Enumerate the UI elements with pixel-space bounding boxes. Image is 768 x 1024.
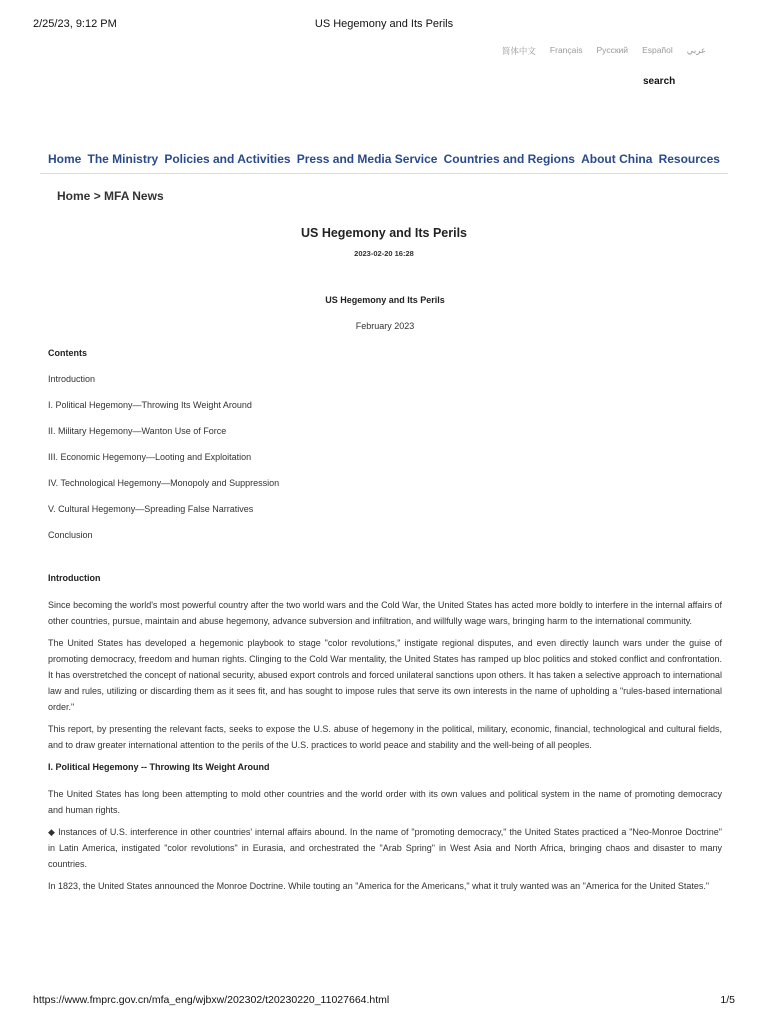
- lang-link-chinese[interactable]: 简体中文: [501, 46, 536, 56]
- breadcrumb-current[interactable]: MFA News: [104, 189, 164, 203]
- lang-link-spanish[interactable]: Español: [642, 45, 673, 55]
- nav-item-resources[interactable]: Resources: [658, 152, 720, 166]
- paragraph: This report, by presenting the relevant facts, seeks to expose the U.S. abuse of hegemony in the political, military, economic, financial, technological and cultural fields, and to draw greater international attention to the perils of the U.S. practices to world peace and stability and the well-being of all peoples.: [48, 724, 722, 750]
- nav-item-countries[interactable]: Countries and Regions: [443, 152, 575, 166]
- article-title: US Hegemony and Its Perils: [300, 226, 468, 240]
- section-heading-political-hegemony: I. Political Hegemony -- Throwing Its Weight Around: [48, 762, 270, 772]
- print-url: https://www.fmprc.gov.cn/mfa_eng/wjbxw/202302/t20230220_11027664.html: [33, 994, 390, 1006]
- paragraph: In 1823, the United States announced the Monroe Doctrine. While touting an "America for the Americans," what it truly wanted was an "America for the United States.": [48, 881, 710, 891]
- print-datetime: 2/25/23, 9:12 PM: [33, 18, 117, 30]
- print-footer: [33, 994, 735, 1008]
- contents-item: III. Economic Hegemony—Looting and Exploitation: [48, 452, 252, 462]
- nav-item-ministry[interactable]: The Ministry: [87, 152, 159, 166]
- contents-item: Introduction: [48, 374, 96, 384]
- nav-item-press[interactable]: Press and Media Service: [296, 152, 438, 166]
- article-datetime: 2023-02-20 16:28: [354, 249, 414, 258]
- print-page-number: 1/5: [720, 994, 735, 1006]
- paragraph: Since becoming the world's most powerful country after the two world wars and the Cold War, the United States has acted more boldly to interfere in the internal affairs of other countries, pursue, maintain and abuse hegemony, advance subversion and infiltration, and willfully wage wars, bringing harm to the international community.: [48, 600, 722, 626]
- nav-item-policies[interactable]: Policies and Activities: [164, 152, 291, 166]
- lang-link-russian[interactable]: Русский: [596, 45, 629, 55]
- paragraph: ◆ Instances of U.S. interference in other countries' internal affairs abound. In the name of "promoting democracy," the United States practiced a "Neo-Monroe Doctrine" in Latin America, instigated "color revolutions" in Eurasia, and orchestrated the "Arab Spring" in West Asia and North Africa, bringing chaos and disaster to many countries.: [48, 827, 722, 869]
- contents-item: IV. Technological Hegemony—Monopoly and Suppression: [48, 478, 280, 488]
- nav-item-about-china[interactable]: About China: [581, 152, 653, 166]
- main-nav: [40, 152, 728, 174]
- contents-heading: Contents: [48, 348, 87, 358]
- lang-link-french[interactable]: Français: [549, 45, 583, 55]
- search-link[interactable]: search: [643, 76, 676, 87]
- contents-item: I. Political Hegemony—Throwing Its Weight Around: [48, 400, 252, 410]
- breadcrumb-home[interactable]: Home: [57, 189, 91, 203]
- breadcrumb-separator: >: [93, 189, 101, 203]
- paragraph: The United States has long been attempting to mold other countries and the world order with its own values and political system in the name of promoting democracy and human rights.: [48, 789, 722, 815]
- article-body: [48, 292, 722, 900]
- document-date: February 2023: [355, 321, 415, 331]
- language-selector: [502, 45, 706, 57]
- lang-link-arabic[interactable]: عربي: [686, 45, 706, 55]
- document-title: US Hegemony and Its Perils: [325, 295, 445, 305]
- print-header: [33, 18, 735, 32]
- paragraph: The United States has developed a hegemonic playbook to stage "color revolutions," instigate regional disputes, and even directly launch wars under the guise of promoting democracy, freedom and human rights. Clinging to the Cold War mentality, the United States has ramped up bloc politics and stoked conflict and confrontation. It has overstretched the concept of national security, abused export controls and forced unilateral sanctions upon others. It has taken a selective approach to international law and rules, utilizing or discarding them as it sees fit, and has sought to impose rules that serve its own interests in the name of upholding a "rules-based international order.": [48, 638, 722, 712]
- section-heading-introduction: Introduction: [48, 573, 101, 583]
- contents-item: Conclusion: [48, 530, 93, 540]
- breadcrumb: [57, 189, 164, 203]
- contents-item: V. Cultural Hegemony—Spreading False Narratives: [48, 504, 254, 514]
- nav-item-home[interactable]: Home: [48, 152, 82, 166]
- contents-item: II. Military Hegemony—Wanton Use of Force: [48, 426, 227, 436]
- print-page-title: US Hegemony and Its Perils: [314, 18, 454, 30]
